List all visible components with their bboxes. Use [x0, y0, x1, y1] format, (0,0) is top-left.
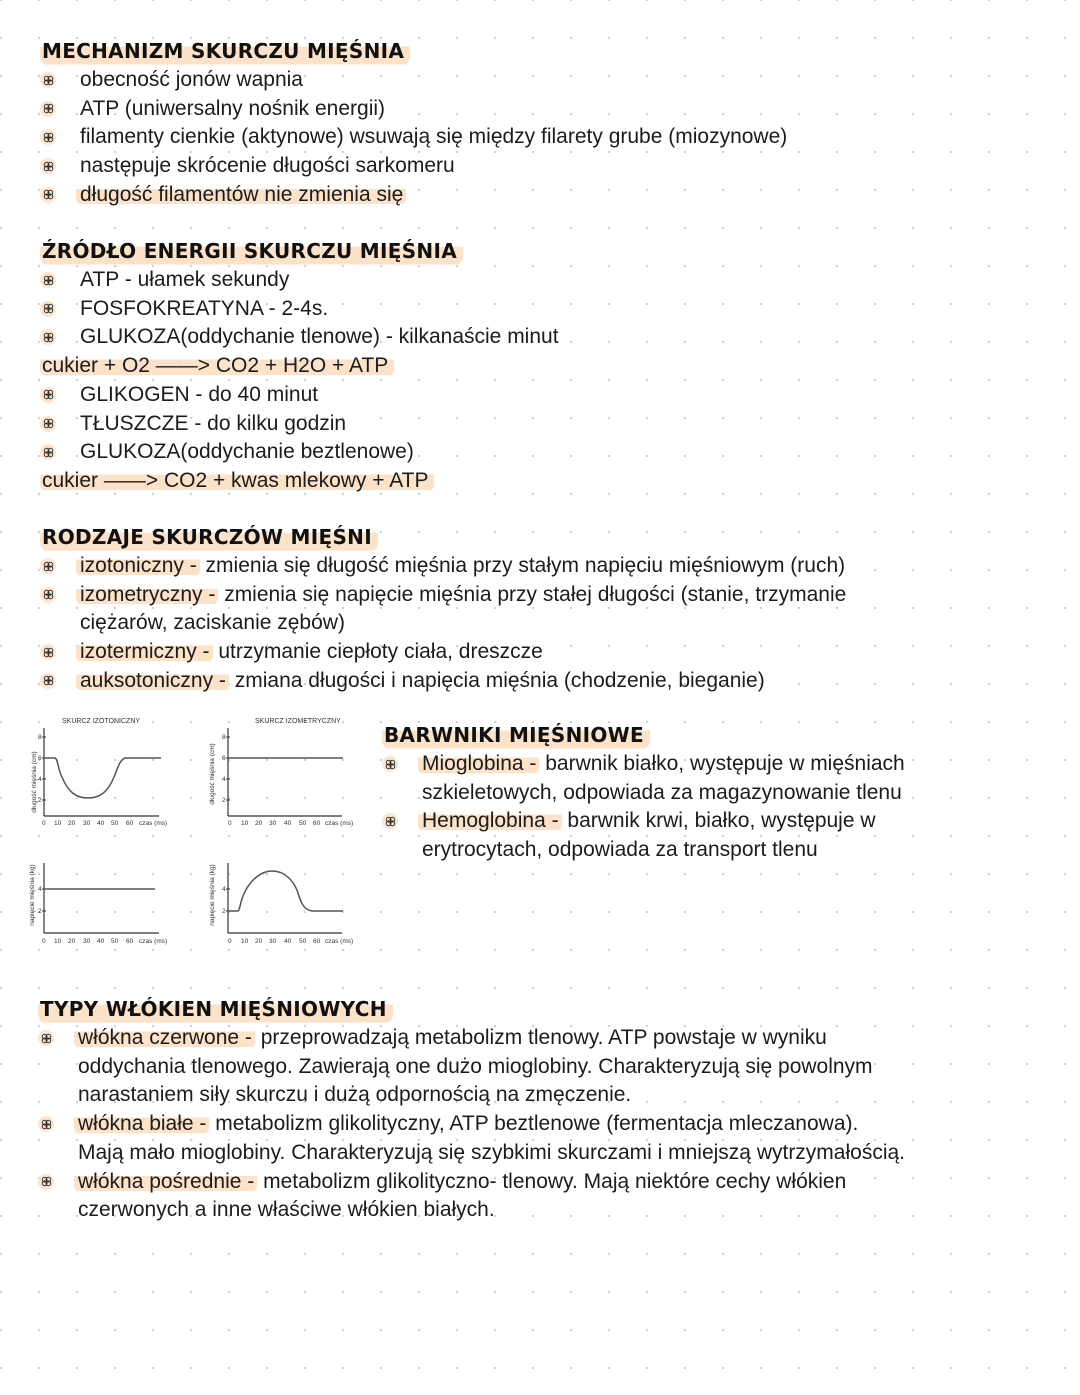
flower-bullet-icon — [38, 1174, 54, 1190]
x-axis-label: czas (ms) — [139, 820, 168, 827]
list-item: auksotoniczny - zmiana długości i napięcia mięśnia (chodzenie, bieganie) — [40, 667, 846, 696]
y-axis-label: napięcie mięśnia (kg) — [209, 864, 216, 926]
flower-bullet-icon — [40, 387, 56, 403]
term: Hemoglobina - — [418, 809, 562, 832]
list-item: izometryczny - zmienia się napięcie mięśnia przy stałej długości (stanie, trzymanie — [40, 581, 846, 610]
term: włókna czerwone - — [74, 1026, 255, 1049]
svg-text:10: 10 — [241, 820, 249, 827]
flower-bullet-icon — [40, 129, 56, 145]
svg-text:20: 20 — [68, 938, 76, 945]
list-item: filamenty cienkie (aktynowe) wsuwają się między filarety grube (miozynowe) — [40, 123, 787, 152]
flower-bullet-icon — [38, 1030, 54, 1046]
section-title: ŹRÓDŁO ENERGII SKURCZU MIĘŚNIA — [40, 238, 463, 266]
flower-bullet-icon — [40, 72, 56, 88]
list-item: TŁUSZCZE - do kilku godzin — [40, 410, 559, 439]
svg-text:10: 10 — [54, 938, 62, 945]
line-chart — [200, 712, 370, 832]
list-item: następuje skrócenie długości sarkomeru — [40, 152, 787, 181]
svg-text:8: 8 — [222, 734, 226, 741]
flower-bullet-icon — [40, 416, 56, 432]
flower-bullet-icon — [40, 187, 56, 203]
svg-text:50: 50 — [111, 820, 119, 827]
list-item-continuation: ciężarów, zaciskanie zębów) — [80, 611, 345, 635]
line-chart — [22, 712, 192, 832]
svg-text:10: 10 — [54, 820, 62, 827]
list-item: izotoniczny - zmienia się długość mięśnia przy stałym napięciu mięśniowym (ruch) — [40, 552, 846, 581]
list-item: izotermiczny - utrzymanie ciepłoty ciała, dreszcze — [40, 638, 846, 667]
list-item: Hemoglobina - barwnik krwi, białko, występuje w — [382, 807, 905, 836]
term: izotermiczny - — [76, 640, 213, 663]
flower-bullet-icon — [40, 329, 56, 345]
list-item: Mioglobina - barwnik białko, występuje w mięśniach — [382, 750, 905, 779]
list-item: FOSFOKREATYNA - 2-4s. — [40, 295, 559, 324]
section-barwniki — [382, 722, 905, 865]
y-axis-label: napięcie mięśnia (kg) — [29, 864, 36, 926]
list-item: włókna pośrednie - metabolizm glikolityczno- tlenowy. Mają niektóre cechy włókien — [38, 1168, 905, 1197]
section-zrodlo — [40, 238, 559, 496]
svg-text:0: 0 — [42, 820, 46, 827]
chart-title: SKURCZ IZOMETRYCZNY — [255, 718, 341, 725]
flower-bullet-icon — [382, 813, 398, 829]
svg-text:20: 20 — [255, 938, 263, 945]
svg-text:6: 6 — [222, 755, 226, 762]
section-rodzaje — [40, 524, 846, 696]
flower-bullet-icon — [40, 444, 56, 460]
svg-text:4: 4 — [38, 776, 42, 783]
svg-text:60: 60 — [313, 820, 321, 827]
svg-text:20: 20 — [68, 820, 76, 827]
line-chart — [200, 838, 370, 958]
list-item-continuation: czerwonych a inne właściwe włókien białych. — [78, 1198, 495, 1222]
svg-text:4: 4 — [38, 886, 42, 893]
section-typy — [38, 996, 905, 1225]
flower-bullet-icon — [40, 587, 56, 603]
flower-bullet-icon — [38, 1116, 54, 1132]
term: włókna białe - — [74, 1112, 209, 1135]
svg-text:40: 40 — [97, 820, 105, 827]
list-item: włókna białe - metabolizm glikolityczny, ATP beztlenowe (fermentacja mleczanowa). — [38, 1110, 905, 1139]
svg-text:2: 2 — [38, 908, 42, 915]
svg-text:60: 60 — [126, 820, 134, 827]
flower-bullet-icon — [382, 756, 398, 772]
svg-text:0: 0 — [228, 938, 232, 945]
list-item: obecność jonów wapnia — [40, 66, 787, 95]
svg-text:50: 50 — [111, 938, 119, 945]
section-title: BARWNIKI MIĘŚNIOWE — [382, 722, 650, 750]
svg-text:30: 30 — [269, 820, 277, 827]
x-axis-label: czas (ms) — [325, 820, 354, 827]
list-item: włókna czerwone - przeprowadzają metabolizm tlenowy. ATP powstaje w wyniku — [38, 1024, 905, 1053]
section-title: TYPY WŁÓKIEN MIĘŚNIOWYCH — [38, 996, 393, 1024]
flower-bullet-icon — [40, 673, 56, 689]
flower-bullet-icon — [40, 158, 56, 174]
svg-text:50: 50 — [299, 938, 307, 945]
y-axis-label: długość mięśnia (cm) — [209, 743, 216, 805]
list-item: ATP (uniwersalny nośnik energii) — [40, 95, 787, 124]
svg-text:60: 60 — [313, 938, 321, 945]
highlighted-text: długość filamentów nie zmienia się — [76, 183, 406, 206]
svg-text:40: 40 — [97, 938, 105, 945]
svg-text:60: 60 — [126, 938, 134, 945]
flower-bullet-icon — [40, 644, 56, 660]
list-item: GLUKOZA(oddychanie beztlenowe) — [40, 438, 559, 467]
flower-bullet-icon — [40, 301, 56, 317]
flower-bullet-icon — [40, 272, 56, 288]
list-item-continuation: erytrocytach, odpowiada za transport tlenu — [422, 838, 818, 862]
chart-izotoniczny-tension — [22, 838, 192, 958]
list-item-continuation: narastaniem siły skurczu i dużą odpornością na zmęczenie. — [78, 1083, 632, 1107]
y-axis-label: długość mięśnia (cm) — [31, 751, 38, 813]
svg-text:50: 50 — [299, 820, 307, 827]
term: auksotoniczny - — [76, 669, 229, 692]
svg-text:30: 30 — [83, 938, 91, 945]
svg-text:0: 0 — [42, 938, 46, 945]
term: izometryczny - — [76, 583, 218, 606]
equation-anaerobic: cukier ——> CO2 + kwas mlekowy + ATP — [40, 467, 559, 496]
section-title: RODZAJE SKURCZÓW MIĘŚNI — [40, 524, 378, 552]
svg-text:30: 30 — [83, 820, 91, 827]
flower-bullet-icon — [40, 101, 56, 117]
svg-text:30: 30 — [269, 938, 277, 945]
svg-text:2: 2 — [222, 908, 226, 915]
svg-text:8: 8 — [38, 734, 42, 741]
term: izotoniczny - — [76, 554, 200, 577]
list-item-continuation: oddychania tlenowego. Zawierają one dużo mioglobiny. Charakteryzują się powolnym — [78, 1054, 873, 1078]
list-item: GLIKOGEN - do 40 minut — [40, 381, 559, 410]
chart-izometryczny-length — [200, 712, 370, 832]
svg-text:40: 40 — [284, 820, 292, 827]
svg-text:40: 40 — [284, 938, 292, 945]
x-axis-label: czas (ms) — [325, 938, 354, 945]
list-item-continuation: Mają mało mioglobiny. Charakteryzują się szybkimi skurczami i mniejszą wytrzymałością. — [78, 1140, 906, 1164]
flower-bullet-icon — [40, 558, 56, 574]
equation-aerobic: cukier + O2 ——> CO2 + H2O + ATP — [40, 352, 559, 381]
svg-text:10: 10 — [241, 938, 249, 945]
svg-text:0: 0 — [228, 820, 232, 827]
line-chart — [22, 838, 192, 958]
chart-izotoniczny-length — [22, 712, 192, 832]
x-axis-label: czas (ms) — [139, 938, 168, 945]
svg-text:4: 4 — [222, 886, 226, 893]
term: Mioglobina - — [418, 752, 539, 775]
chart-title: SKURCZ IZOTONICZNY — [62, 718, 141, 725]
list-item: GLUKOZA(oddychanie tlenowe) - kilkanaście minut — [40, 323, 559, 352]
svg-text:20: 20 — [255, 820, 263, 827]
svg-text:2: 2 — [38, 797, 42, 804]
svg-text:2: 2 — [222, 797, 226, 804]
svg-text:4: 4 — [222, 776, 226, 783]
list-item: ATP - ułamek sekundy — [40, 266, 559, 295]
chart-izometryczny-tension — [200, 838, 370, 958]
svg-text:6: 6 — [38, 755, 42, 762]
list-item-continuation: szkieletowych, odpowiada za magazynowanie tlenu — [422, 780, 902, 804]
list-item — [40, 181, 787, 210]
term: włókna pośrednie - — [74, 1170, 257, 1193]
section-mechanizm — [40, 38, 787, 210]
section-title: MECHANIZM SKURCZU MIĘŚNIA — [40, 38, 410, 66]
